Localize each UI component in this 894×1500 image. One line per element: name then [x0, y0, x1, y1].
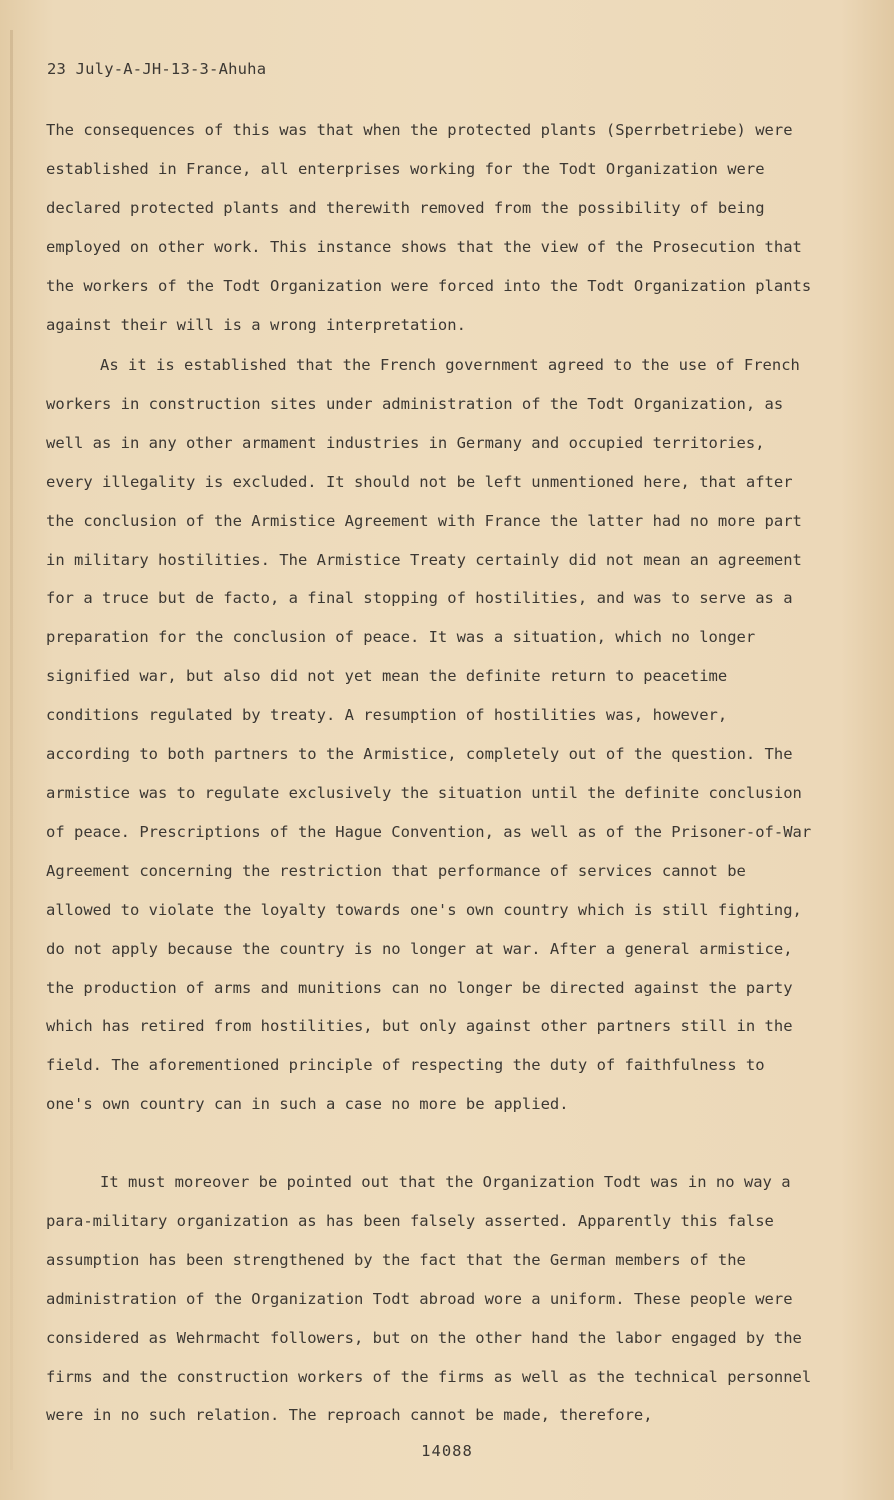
page-edge-shadow — [10, 30, 13, 1470]
paragraph-3: It must moreover be pointed out that the Organization Todt was in no way a para-military organization as has been falsely asserted. Apparently this false assumption has been strengthened by the fact that the German members of the administration of the Organization Todt abroad wore a uniform. These people were considered as Wehrmacht followers, but on the other hand the labor engaged by the firms and the construction workers of the firms as well as the technical personnel were in no such relation. The reproach cannot be made, therefore, — [46, 1173, 821, 1425]
document-header: 23 July-A-JH-13-3-Ahuha — [47, 60, 267, 78]
paragraph-1: The consequences of this was that when the protected plants (Sperrbetriebe) were established in France, all enterprises working for the Todt Organization were declared protected plants and therewith removed from the possibility of being employed on other work. This instance shows that the view of the Prosecution that the workers of the Todt Organization were forced into the Todt Organization plants against their will is a wrong interpretation. — [46, 121, 821, 334]
paragraph-2: As it is established that the French government agreed to the use of French workers in construction sites under administration of the Todt Organization, as well as in any other armament industries in Germany and occupied territories, every illegality is excluded. It should not be left unmentioned here, that after the conclusion of the Armistice Agreement with France the latter had no more part in military hostilities. The Armistice Treaty certainly did not mean an agreement for a truce but de facto, a final stopping of hostilities, and was to serve as a preparation for the conclusion of peace. It was a situation, which no longer signified war, but also did not yet mean the definite return to peacetime conditions regulated by treaty. A resumption of hostilities was, however, according to both partners to the Armistice, completely out of the question. The armistice was to regulate exclusively the situation until the definite conclusion of peace. Prescriptions of the Hague Convention, as well as of the Prisoner-of-War Agreement concerning the restriction that performance of services cannot be allowed to violate the loyalty towards one's own country which is still fighting, do not apply because the country is no longer at war. After a general armistice, the production of arms and munitions can no longer be directed against the party which has retired from hostilities, but only against other partners still in the field. The aforementioned principle of respecting the duty of faithfulness to one's own country can in such a case no more be applied. — [46, 356, 821, 1114]
page-number: 14088 — [421, 1442, 473, 1460]
